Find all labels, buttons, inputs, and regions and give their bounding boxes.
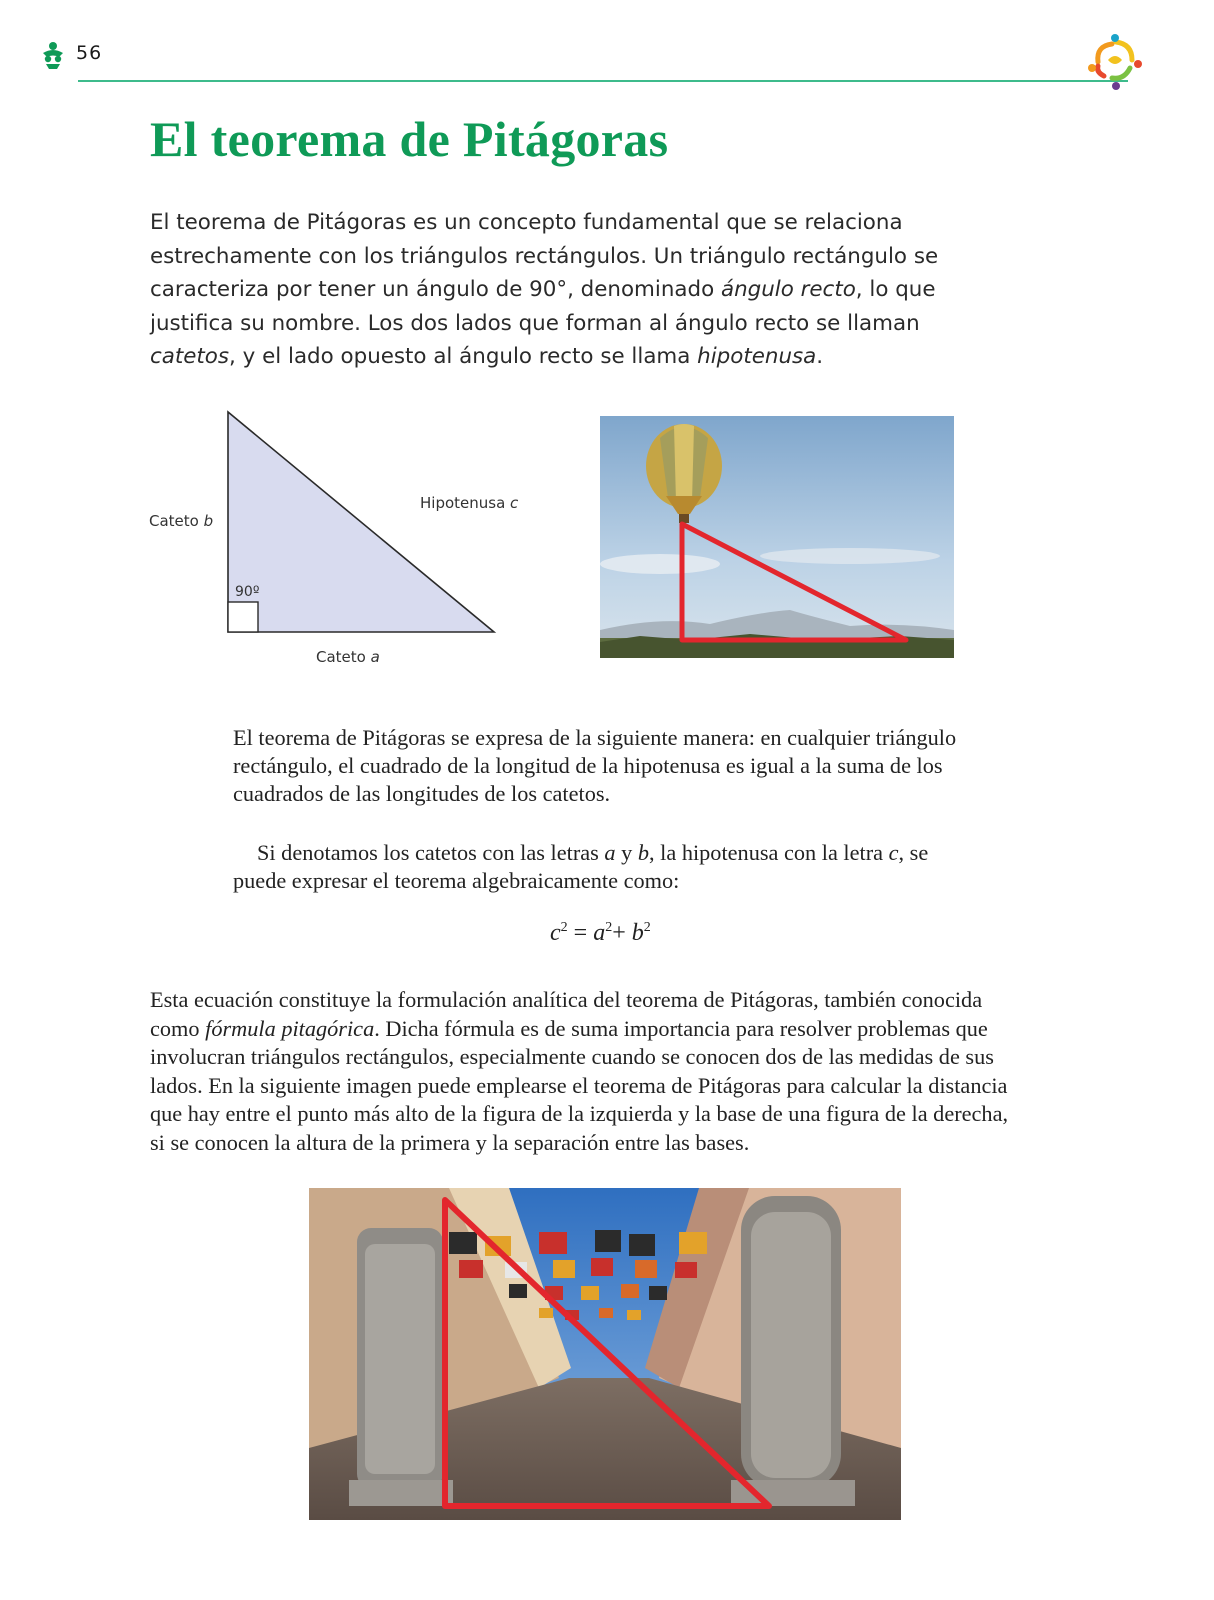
var-c: c: [888, 840, 899, 865]
formula-equals: =: [567, 920, 594, 946]
algebraic-paragraph: [233, 839, 958, 895]
paragraph-text: Esta ecuación constituye la formulación analítica del teorema de Pitágoras, también conocida como: [150, 987, 983, 1041]
page-title: El teorema de Pitágoras: [150, 111, 669, 167]
leg-a-label: Cateto a: [316, 648, 380, 666]
formula-exp: 2: [605, 920, 613, 935]
paragraph-text: , se puede expresar el teorema algebraicamente como:: [233, 840, 929, 893]
var-a: a: [604, 840, 616, 865]
page-header: [40, 36, 1140, 86]
formula-plus: +: [612, 920, 632, 946]
header-rule: [78, 80, 1128, 82]
brand-logo-icon: [1086, 32, 1144, 90]
page-number: 56: [76, 42, 103, 64]
right-triangle-diagram: [140, 400, 540, 680]
formula-b: b: [631, 920, 644, 946]
leg-b-label: Cateto b: [149, 512, 214, 530]
term-pythagorean-formula: fórmula pitagórica: [205, 1015, 375, 1041]
term-hypotenuse: hipotenusa: [697, 344, 817, 369]
paragraph-text: y: [615, 840, 638, 865]
term-right-angle: ángulo recto: [720, 277, 856, 302]
intro-text: El teorema de Pitágoras es un concepto fundamental que se relaciona estrechamente con los triángulos rectángulos. Un triángulo rectángulo se caracteriza por tener un ángulo de 90°, denominado: [150, 210, 939, 302]
street-sculptures-photo: [309, 1188, 901, 1520]
term-legs: catetos: [150, 344, 230, 369]
hypotenuse-label: Hipotenusa c: [420, 494, 519, 512]
right-sculpture: [731, 1196, 855, 1506]
angle-label: 90º: [235, 584, 260, 600]
paragraph-text: . Dicha fórmula es de suma importancia para resolver problemas que involucran triángulos rectángulos, especialmente cuando se conocen dos de las medidas de sus lados. En la siguiente imagen puede emplearse el teorema de Pitágoras para calcular la distancia que hay entre el punto más alto de la figura de la izquierda y la base de una figura de la derecha, si se conocen la altura de la primera y la separación entre las bases.: [150, 1015, 1009, 1155]
left-sculpture: [349, 1228, 453, 1506]
formula-exp: 2: [560, 920, 568, 935]
pythagorean-formula: [550, 920, 651, 947]
emblem-icon: [40, 40, 66, 70]
intro-paragraph: [150, 206, 940, 374]
intro-text: .: [816, 344, 824, 369]
formula-c: c: [550, 920, 561, 946]
formula-a: a: [593, 920, 606, 946]
analysis-paragraph: [150, 986, 1010, 1158]
triangle-shape: [228, 412, 494, 632]
hot-air-balloon-photo: [600, 416, 954, 658]
theorem-statement: El teorema de Pitágoras se expresa de la siguiente manera: en cualquier triángulo rectángulo, el cuadrado de la longitud de la hipotenusa es igual a la suma de los cuadrados de las longitudes de los catetos.: [233, 725, 957, 806]
paragraph-text: Si denotamos los catetos con las letras: [257, 840, 605, 865]
intro-text: , y el lado opuesto al ángulo recto se llama: [229, 344, 698, 369]
var-b: b: [637, 840, 649, 865]
paragraph-text: , la hipotenusa con la letra: [649, 840, 889, 865]
intro-text: , lo que justifica su nombre. Los dos lados que forman al ángulo recto se llaman: [150, 277, 936, 336]
formula-exp: 2: [643, 920, 651, 935]
right-angle-marker: [228, 602, 258, 632]
